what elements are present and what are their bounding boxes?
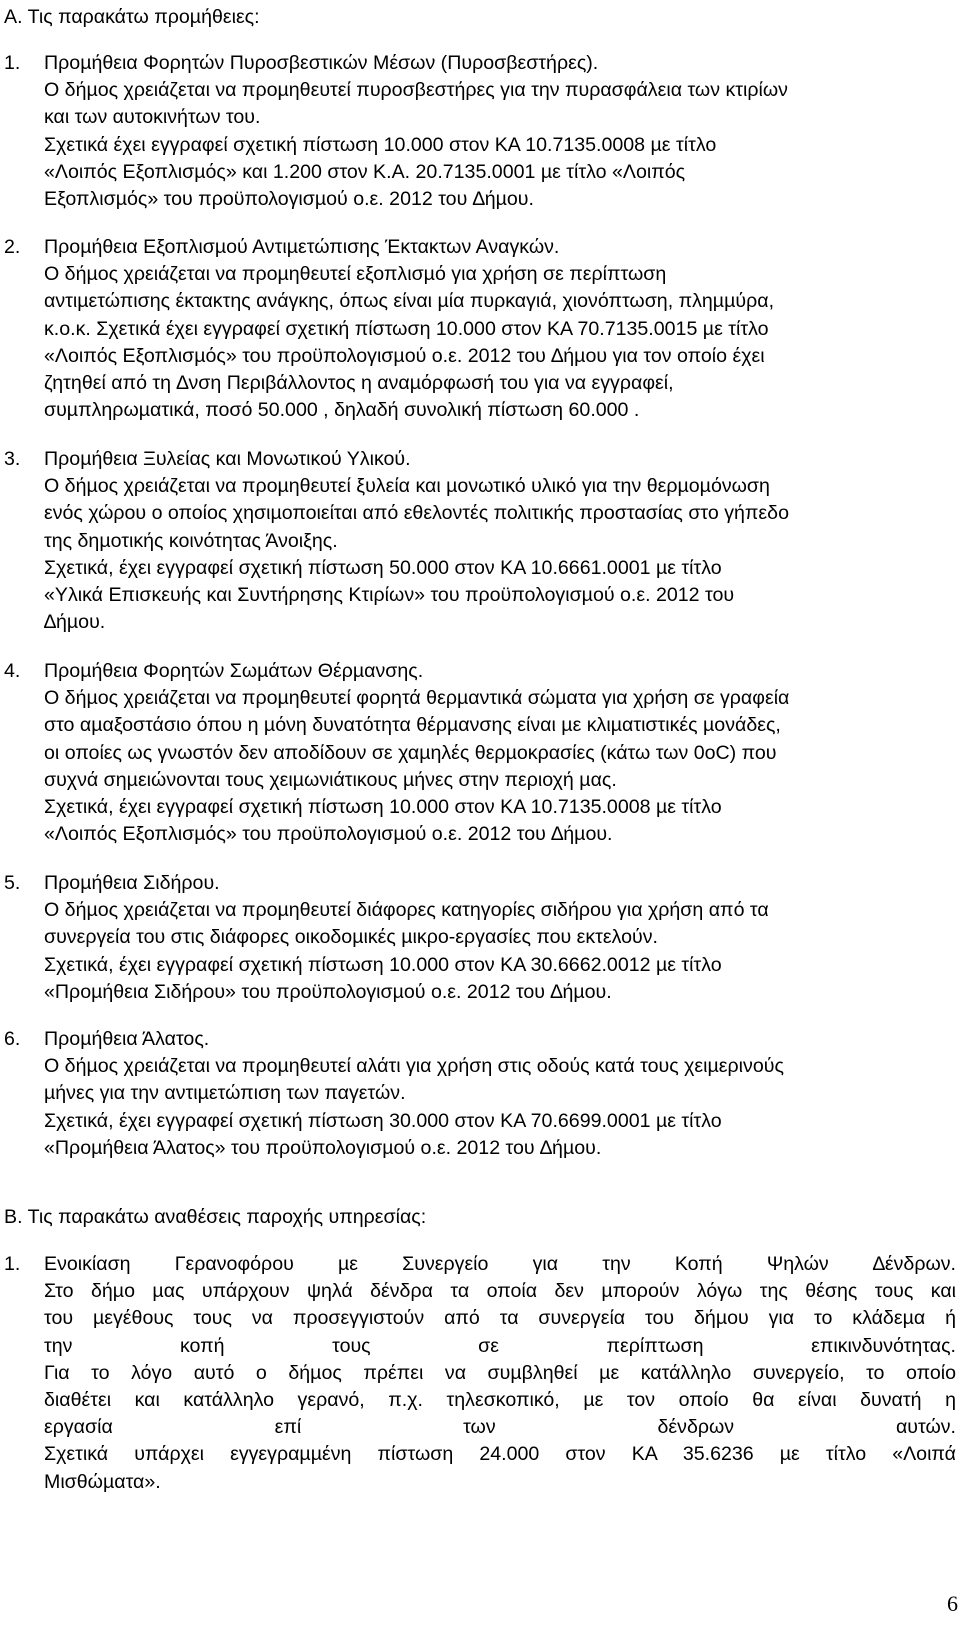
item-text-line: του µεγέθους τους να προσεγγιστούν από τα συνεργεία του δήµου για το κλάδεµα ή (44, 1307, 956, 1330)
item-text-line: Ο δήµος χρειάζεται να προµηθευτεί πυροσβεστήρες για την πυρασφάλεια των κτιρίων (44, 79, 788, 102)
item-title: Προµήθεια Εξοπλισµού Αντιµετώπισης Έκτακτων Αναγκών. (44, 236, 560, 258)
item-text-line: µήνες για την αντιµετώπιση των παγετών. (44, 1082, 406, 1105)
item-body (44, 658, 956, 848)
item-text-line: «Υλικά Επισκευής και Συντήρησης Κτιρίων» του προϋπολογισµού ο.ε. 2012 του (44, 584, 735, 607)
item-text-line: «Λοιπός Εξοπλισµός» και 1.200 στον Κ.Α. 20.7135.0001 µε τίτλο «Λοιπός (44, 160, 686, 183)
item-title: Προµήθεια Φορητών Σωµάτων Θέρµανσης. (44, 660, 424, 682)
item-text-line: «Προµήθεια Άλατος» του προϋπολογισµού ο.ε. 2012 του ∆ήµου. (44, 1136, 602, 1159)
item-text-line: Ο δήµος χρειάζεται να προµηθευτεί φορητά θερµαντικά σώµατα για χρήση σε γραφεία (44, 687, 790, 710)
item-text-line: Ο δήµος χρειάζεται να προµηθευτεί εξοπλισµό για χρήση σε περίπτωση (44, 263, 667, 286)
item-number: 2. (4, 236, 21, 258)
item-text-line: Ο δήµος χρειάζεται να προµηθευτεί διάφορες κατηγορίες σιδήρου για χρήση από τα (44, 899, 769, 922)
item-body (44, 50, 956, 213)
item-text-line: ενός χώρου ο οποίος χησιµοποιείται από εθελοντές πολιτικής προστασίας στο γήπεδο (44, 502, 789, 525)
item-text-line: «Λοιπός Εξοπλισµός» του προϋπολογισµού ο.ε. 2012 του ∆ήµου για τον οποίο έχει (44, 344, 765, 367)
section-a-item-4 (4, 658, 956, 848)
section-b-item-1 (4, 1251, 956, 1496)
item-text-line: Σχετικά, έχει εγγραφεί σχετική πίστωση 10.000 στον ΚΑ 10.7135.0008 µε τίτλο (44, 796, 722, 819)
item-title: Ενοικίαση Γερανοφόρου µε Συνεργείο για την Κοπή Ψηλών ∆ένδρων. (44, 1253, 956, 1275)
item-text-line: Σχετικά, έχει εγγραφεί σχετική πίστωση 30.000 στον ΚΑ 70.6699.0001 µε τίτλο (44, 1109, 722, 1132)
item-number: 5. (4, 872, 21, 894)
section-a-item-2 (4, 234, 956, 424)
item-text-line: «Λοιπός Εξοπλισµός» του προϋπολογισµού ο.ε. 2012 του ∆ήµου. (44, 823, 613, 846)
item-text-line: την κοπή τους σε περίπτωση επικινδυνότητας. (44, 1334, 956, 1357)
item-text-line: κ.ο.κ. Σχετικά έχει εγγραφεί σχετική πίστωση 10.000 στον ΚΑ 70.7135.0015 µε τίτλο (44, 317, 769, 340)
section-a-item-1 (4, 50, 956, 213)
item-text-line: διαθέτει και κατάλληλο γερανό, π.χ. τηλεσκοπικό, µε τον οποίο θα είναι δυνατή η (44, 1389, 956, 1412)
item-title: Προµήθεια Άλατος. (44, 1028, 210, 1050)
item-number: 4. (4, 660, 21, 682)
item-body (44, 870, 956, 1006)
item-text-line: Ο δήµος χρειάζεται να προµηθευτεί ξυλεία και µονωτικό υλικό για την θερµοµόνωση (44, 475, 770, 498)
item-number: 6. (4, 1028, 21, 1050)
item-text-line: εργασία επί των δένδρων αυτών. (44, 1416, 956, 1439)
item-number: 1. (4, 1253, 21, 1275)
item-number: 3. (4, 448, 21, 470)
item-number: 1. (4, 52, 21, 74)
item-text-line: οι οποίες ως γνωστόν δεν αποδίδουν σε χαµηλές θερµοκρασίες (κάτω των 0oC) που (44, 741, 777, 764)
item-text-line: Σχετικά υπάρχει εγγεγραµµένη πίστωση 24.000 στον ΚΑ 35.6236 µε τίτλο «Λοιπά (44, 1443, 956, 1466)
section-a-item-5 (4, 870, 956, 1006)
item-body (44, 446, 956, 636)
item-body (44, 234, 956, 424)
item-title: Προµήθεια Φορητών Πυροσβεστικών Μέσων (Πυροσβεστήρες). (44, 52, 599, 74)
item-text-line: Για το λόγο αυτό ο δήµος πρέπει να συµβληθεί µε κατάλληλο συνεργείο, το οποίο (44, 1361, 956, 1384)
section-b-heading: Β. Τις παρακάτω αναθέσεις παροχής υπηρεσίας: (4, 1206, 427, 1228)
item-text-line: συµπληρωµατικά, ποσό 50.000 , δηλαδή συνολική πίστωση 60.000 . (44, 399, 640, 422)
item-text-line: Ο δήµος χρειάζεται να προµηθευτεί αλάτι για χρήση στις οδούς κατά τους χειµερινούς (44, 1055, 784, 1078)
page-number: 6 (947, 1591, 958, 1616)
item-text-line: Μισθώµατα». (44, 1470, 161, 1493)
item-text-line: Εξοπλισµός» του προϋπολογισµού ο.ε. 2012 του ∆ήµου. (44, 188, 534, 211)
item-text-line: ζητηθεί από τη ∆νση Περιβάλλοντος η αναµόρφωσή του για να εγγραφεί, (44, 372, 674, 395)
item-text-line: Σχετικά, έχει εγγραφεί σχετική πίστωση 10.000 στον ΚΑ 30.6662.0012 µε τίτλο (44, 953, 722, 976)
item-text-line: συνεργεία του στις διάφορες οικοδοµικές µικρο-εργασίες που εκτελούν. (44, 926, 658, 949)
item-title: Προµήθεια Ξυλείας και Μονωτικού Υλικού. (44, 448, 411, 470)
section-a-item-6 (4, 1026, 956, 1162)
item-text-line: Σχετικά έχει εγγραφεί σχετική πίστωση 10.000 στον ΚΑ 10.7135.0008 µε τίτλο (44, 133, 717, 156)
item-text-line: στο αµαξοστάσιο όπου η µόνη δυνατότητα θέρµανσης είναι µε κλιµατιστικές µονάδες, (44, 714, 781, 737)
item-text-line: της δηµοτικής κοινότητας Άνοιξης. (44, 529, 338, 552)
item-text-line: Σχετικά, έχει εγγραφεί σχετική πίστωση 50.000 στον ΚΑ 10.6661.0001 µε τίτλο (44, 556, 722, 579)
item-text-line: αντιµετώπισης έκτακτης ανάγκης, όπως είναι µία πυρκαγιά, χιονόπτωση, πληµµύρα, (44, 290, 775, 313)
item-text-line: «Προµήθεια Σιδήρου» του προϋπολογισµού ο.ε. 2012 του ∆ήµου. (44, 980, 612, 1003)
item-body (44, 1251, 956, 1496)
item-text-line: ∆ήµου. (44, 611, 106, 634)
item-text-line: Στο δήµο µας υπάρχουν ψηλά δένδρα τα οποία δεν µπορούν λόγω της θέσης τους και (44, 1280, 956, 1303)
item-text-line: και των αυτοκινήτων του. (44, 106, 261, 129)
section-a-item-3 (4, 446, 956, 636)
section-a-heading: Α. Τις παρακάτω προµήθειες: (4, 6, 260, 28)
item-text-line: συχνά σηµειώνονται τους χειµωνιάτικους µήνες στην περιοχή µας. (44, 768, 617, 791)
item-body (44, 1026, 956, 1162)
item-title: Προµήθεια Σιδήρου. (44, 872, 220, 894)
